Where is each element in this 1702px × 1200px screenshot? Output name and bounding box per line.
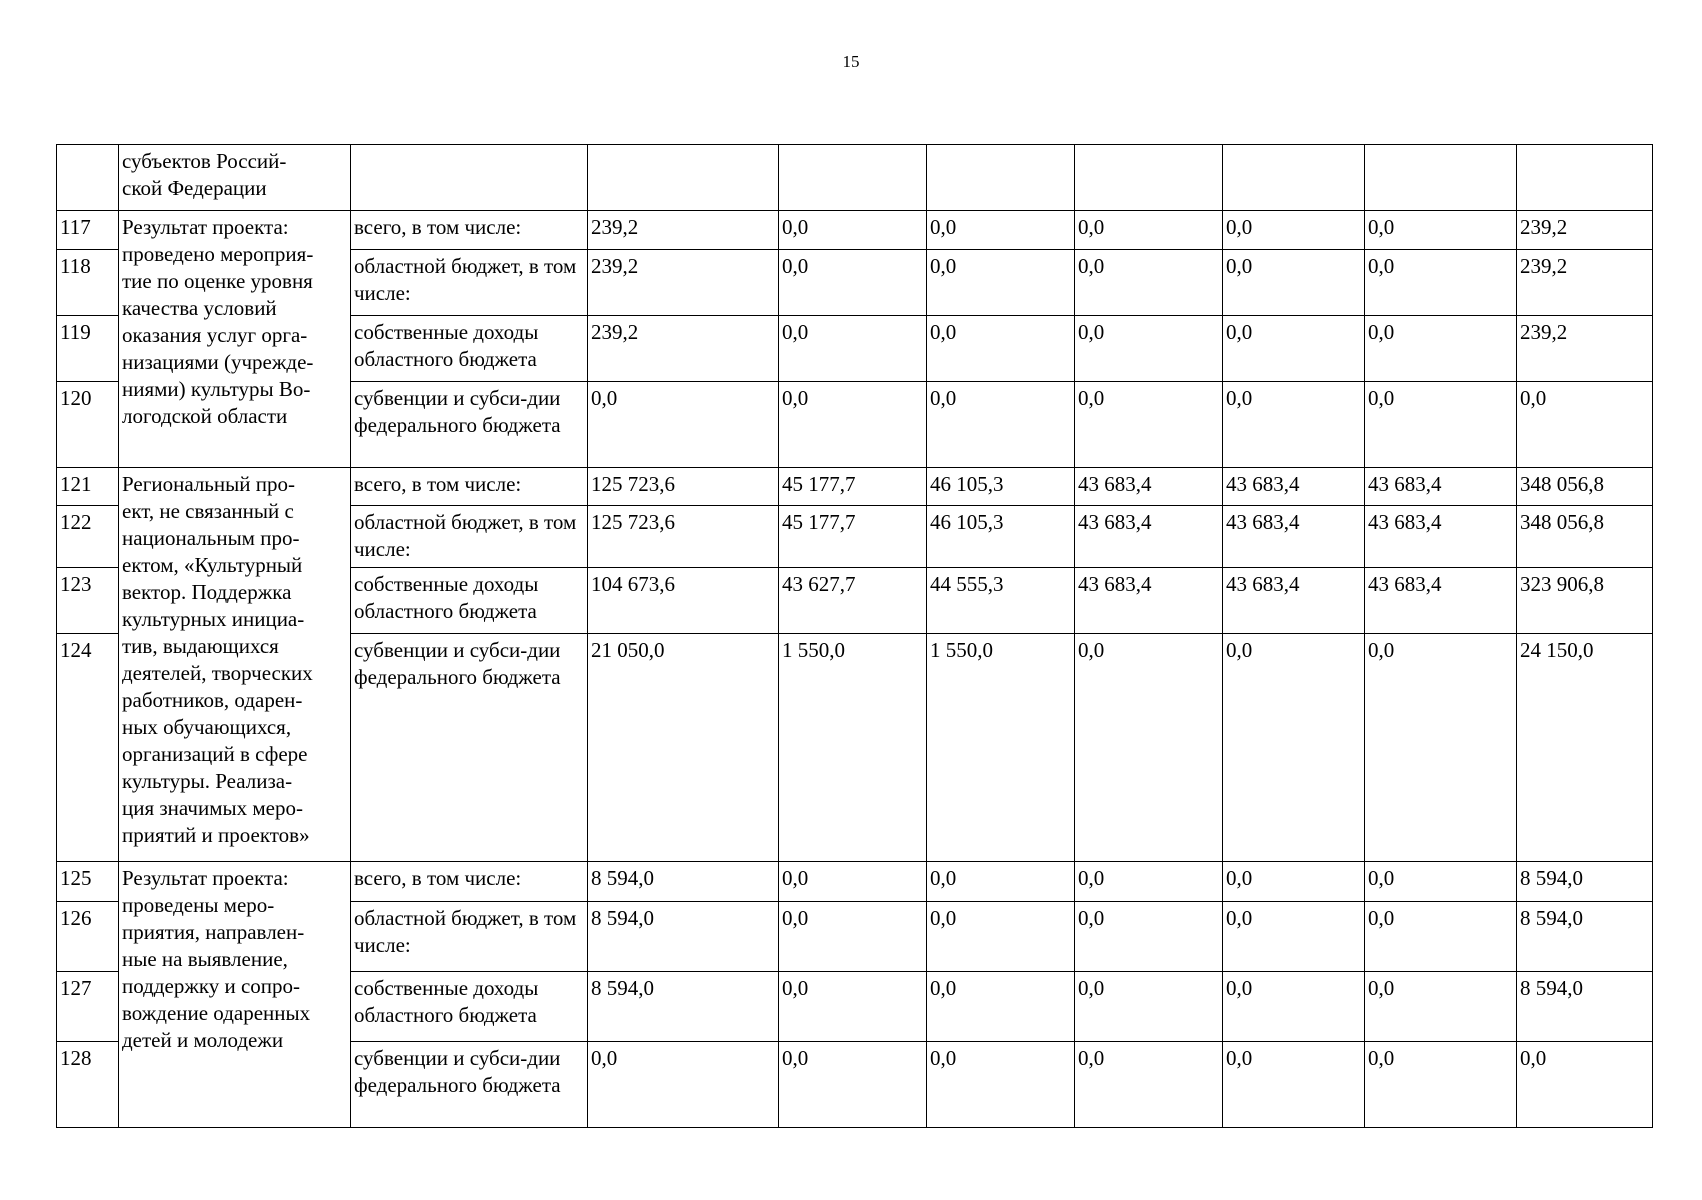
continuation-row (57, 145, 1653, 211)
year-value: 0,0 (779, 316, 927, 382)
funding-source: субвенции и субси-дии федерального бюджета (351, 1042, 588, 1128)
total-value: 239,2 (1517, 211, 1653, 250)
row-number: 118 (57, 250, 119, 316)
year-value: 0,0 (1075, 382, 1223, 468)
project-description: Результат проекта: проведено мероприя- тие по оценке уровня качества условий оказания услуг орга- низациями (учрежде- ниями) культуры Во- логодской области (119, 211, 351, 468)
year-value: 43 683,4 (1223, 468, 1365, 506)
year-value: 0,0 (779, 211, 927, 250)
row-number: 119 (57, 316, 119, 382)
year-value: 239,2 (588, 211, 779, 250)
year-value: 0,0 (779, 1042, 927, 1128)
year-value: 0,0 (1223, 382, 1365, 468)
funding-source: областной бюджет, в том числе: (351, 506, 588, 568)
total-value: 348 056,8 (1517, 468, 1653, 506)
total-value: 0,0 (1517, 382, 1653, 468)
year-value: 0,0 (927, 250, 1075, 316)
year-value: 43 683,4 (1223, 506, 1365, 568)
total-value: 323 906,8 (1517, 568, 1653, 634)
total-value: 8 594,0 (1517, 902, 1653, 972)
project-description: Результат проекта: проведены меро- приятия, направлен- ные на выявление, поддержку и сопро- вождение одаренных детей и молодежи (119, 862, 351, 1128)
funding-source: собственные доходы областного бюджета (351, 568, 588, 634)
year-value: 0,0 (1075, 972, 1223, 1042)
year-value: 0,0 (779, 862, 927, 902)
year-value: 0,0 (1075, 862, 1223, 902)
year-value: 43 683,4 (1365, 506, 1517, 568)
row-number: 125 (57, 862, 119, 902)
year-value: 46 105,3 (927, 468, 1075, 506)
empty-cell (351, 145, 588, 211)
year-value: 0,0 (927, 382, 1075, 468)
year-value: 0,0 (588, 1042, 779, 1128)
year-value: 0,0 (1223, 902, 1365, 972)
project-description: Региональный про- ект, не связанный с национальным про- ектом, «Культурный вектор. Поддержка культурных инициа- тив, выдающихся деятелей, творческих работников, одарен- ных обучающихся, организаций в сфере культуры. Реализа- ция значимых меро- приятий и проектов» (119, 468, 351, 862)
funding-source: субвенции и субси-дии федерального бюджета (351, 634, 588, 862)
year-value: 0,0 (1223, 250, 1365, 316)
year-value: 43 683,4 (1075, 506, 1223, 568)
row-number: 124 (57, 634, 119, 862)
year-value: 239,2 (588, 316, 779, 382)
empty-cell (927, 145, 1075, 211)
year-value: 45 177,7 (779, 506, 927, 568)
year-value: 0,0 (1075, 250, 1223, 316)
year-value: 43 627,7 (779, 568, 927, 634)
year-value: 0,0 (1223, 316, 1365, 382)
year-value: 0,0 (1223, 634, 1365, 862)
year-value: 0,0 (1075, 316, 1223, 382)
year-value: 45 177,7 (779, 468, 927, 506)
row-number: 122 (57, 506, 119, 568)
funding-source: областной бюджет, в том числе: (351, 250, 588, 316)
year-value: 0,0 (779, 902, 927, 972)
year-value: 0,0 (1365, 972, 1517, 1042)
year-value: 44 555,3 (927, 568, 1075, 634)
year-value: 1 550,0 (779, 634, 927, 862)
funding-source: всего, в том числе: (351, 211, 588, 250)
empty-cell (1365, 145, 1517, 211)
year-value: 0,0 (1223, 972, 1365, 1042)
year-value: 0,0 (1223, 1042, 1365, 1128)
funding-source: областной бюджет, в том числе: (351, 902, 588, 972)
year-value: 0,0 (1365, 634, 1517, 862)
year-value: 0,0 (1075, 634, 1223, 862)
row-number: 123 (57, 568, 119, 634)
continuation-description: субъектов Россий- ской Федерации (119, 145, 351, 211)
year-value: 0,0 (1365, 862, 1517, 902)
empty-cell (1517, 145, 1653, 211)
year-value: 43 683,4 (1365, 468, 1517, 506)
year-value: 0,0 (927, 972, 1075, 1042)
total-value: 239,2 (1517, 250, 1653, 316)
budget-table (56, 144, 1653, 1128)
table-row (57, 468, 1653, 506)
row-number: 117 (57, 211, 119, 250)
year-value: 46 105,3 (927, 506, 1075, 568)
year-value: 0,0 (1365, 211, 1517, 250)
year-value: 0,0 (927, 211, 1075, 250)
empty-cell (1075, 145, 1223, 211)
year-value: 0,0 (1365, 250, 1517, 316)
row-number: 128 (57, 1042, 119, 1128)
empty-cell (588, 145, 779, 211)
row-number: 126 (57, 902, 119, 972)
year-value: 0,0 (1365, 902, 1517, 972)
year-value: 0,0 (927, 862, 1075, 902)
year-value: 125 723,6 (588, 506, 779, 568)
total-value: 8 594,0 (1517, 972, 1653, 1042)
year-value: 43 683,4 (1075, 568, 1223, 634)
year-value: 0,0 (1365, 1042, 1517, 1128)
table-body (57, 145, 1653, 1128)
total-value: 239,2 (1517, 316, 1653, 382)
funding-source: субвенции и субси-дии федерального бюджета (351, 382, 588, 468)
total-value: 348 056,8 (1517, 506, 1653, 568)
year-value: 8 594,0 (588, 902, 779, 972)
total-value: 0,0 (1517, 1042, 1653, 1128)
year-value: 125 723,6 (588, 468, 779, 506)
empty-cell (779, 145, 927, 211)
row-number: 127 (57, 972, 119, 1042)
funding-source: всего, в том числе: (351, 862, 588, 902)
empty-cell (1223, 145, 1365, 211)
funding-source: всего, в том числе: (351, 468, 588, 506)
total-value: 24 150,0 (1517, 634, 1653, 862)
year-value: 1 550,0 (927, 634, 1075, 862)
year-value: 0,0 (1075, 902, 1223, 972)
year-value: 0,0 (927, 1042, 1075, 1128)
year-value: 0,0 (1365, 382, 1517, 468)
year-value: 0,0 (588, 382, 779, 468)
year-value: 0,0 (1223, 862, 1365, 902)
year-value: 239,2 (588, 250, 779, 316)
year-value: 0,0 (1223, 211, 1365, 250)
year-value: 0,0 (1365, 316, 1517, 382)
year-value: 104 673,6 (588, 568, 779, 634)
year-value: 0,0 (927, 902, 1075, 972)
year-value: 43 683,4 (1365, 568, 1517, 634)
row-number: 120 (57, 382, 119, 468)
year-value: 43 683,4 (1075, 468, 1223, 506)
table-row (57, 211, 1653, 250)
year-value: 8 594,0 (588, 862, 779, 902)
year-value: 8 594,0 (588, 972, 779, 1042)
funding-source: собственные доходы областного бюджета (351, 316, 588, 382)
total-value: 8 594,0 (1517, 862, 1653, 902)
year-value: 0,0 (1075, 211, 1223, 250)
year-value: 21 050,0 (588, 634, 779, 862)
table-row (57, 862, 1653, 902)
year-value: 0,0 (927, 316, 1075, 382)
funding-source: собственные доходы областного бюджета (351, 972, 588, 1042)
row-number: 121 (57, 468, 119, 506)
row-number-cell (57, 145, 119, 211)
year-value: 0,0 (779, 972, 927, 1042)
year-value: 0,0 (779, 382, 927, 468)
year-value: 0,0 (1075, 1042, 1223, 1128)
year-value: 43 683,4 (1223, 568, 1365, 634)
page-number: 15 (842, 52, 860, 71)
year-value: 0,0 (779, 250, 927, 316)
